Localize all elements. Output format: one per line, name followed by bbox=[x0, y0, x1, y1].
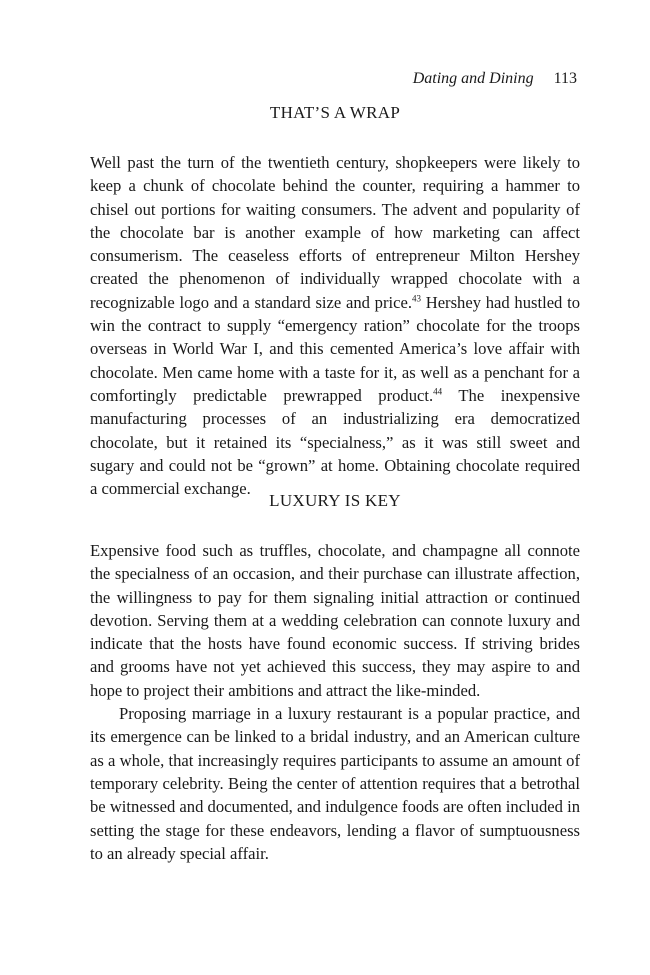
paragraph: Proposing marriage in a luxury restaurant is a popular practice, and its emergence can be linked to a bridal industry, and an American culture as a whole, that increasingly requires participants to assume an amount of temporary celebrity. Being the center of attention requires that a betrothal be witnessed and documented, and indulgence foods are often included in setting the stage for these endeavors, lending a flavor of sumptuousness to an already special affair. bbox=[90, 704, 580, 863]
page-number: 113 bbox=[553, 70, 577, 87]
paragraph-text: Well past the turn of the twentieth century, shopkeepers were likely to keep a chunk of chocolate behind the counter, requiring a hammer to chisel out portions for waiting consumers. The advent and popularity of the chocolate bar is another example of how marketing can affect consumerism. The ceaseless efforts of entrepreneur Milton Hershey created the phenomenon of individually wrapped chocolate with a recognizable logo and a standard size and price. bbox=[90, 153, 580, 312]
running-head-title: Dating and Dining bbox=[412, 70, 534, 87]
paragraph bbox=[90, 151, 580, 500]
paragraph-text: The inexpensive manufacturing processes of an industrializing era democratized chocolate, but it retained its “specialness,” as it was still sweet and sugary and could not be “grown” at home. Obtaining chocolate required a commercial exchange. bbox=[90, 385, 580, 499]
footnote-ref: 43 bbox=[411, 293, 421, 304]
section-heading-luxury: LUXURY IS KEY bbox=[269, 491, 401, 510]
footnote-ref: 44 bbox=[433, 386, 443, 397]
section-body-luxury bbox=[90, 539, 580, 865]
section-body-wrap bbox=[90, 151, 580, 500]
section-heading-wrap: THAT’S A WRAP bbox=[269, 103, 401, 122]
paragraph: Expensive food such as truffles, chocolate, and champagne all connote the specialness of an occasion, and their purchase can illustrate affection, the willingness to pay for them signaling initial attraction or continued devotion. Serving them at a wedding celebration can connote luxury and indicate that the hosts have found economic success. If striving brides and grooms have not yet achieved this success, they may aspire to and hope to project their ambitions and attract the like-minded. bbox=[90, 541, 580, 700]
running-head bbox=[413, 70, 577, 88]
paragraph-text: Hershey had hustled to win the contract to supply “emergency ration” chocolate for the troops overseas in World War I, and this cemented America’s love affair with chocolate. Men came home with a taste for it, as well as a penchant for a comfortingly predictable prewrapped product. bbox=[90, 292, 580, 405]
